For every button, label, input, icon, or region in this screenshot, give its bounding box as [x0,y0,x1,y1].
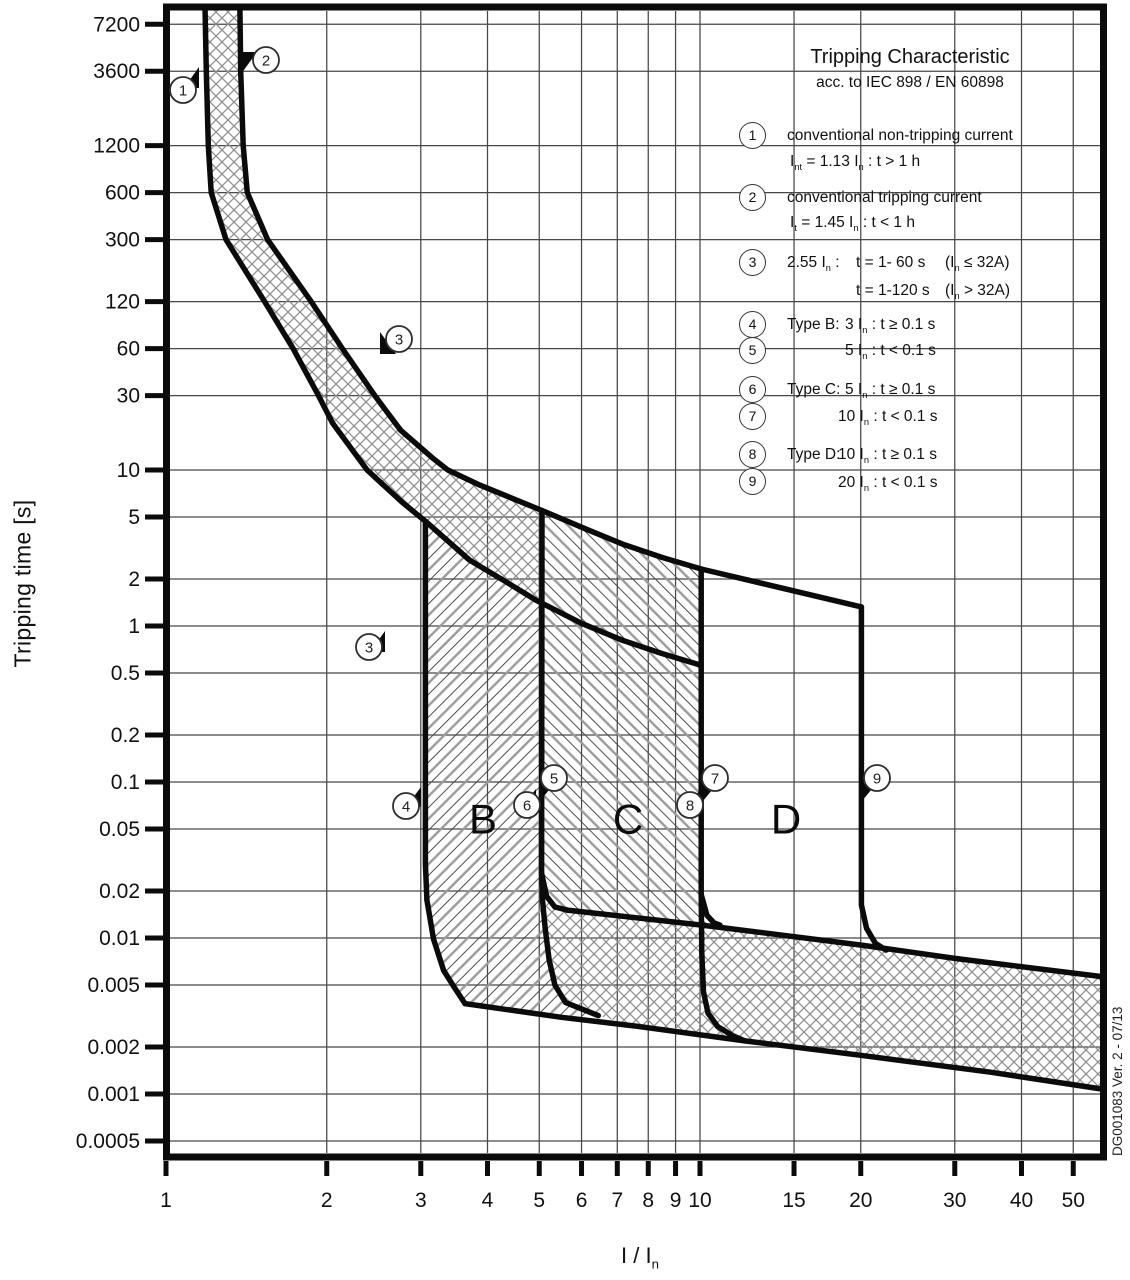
tick-label-x-8: 8 [642,1189,655,1212]
tick-label-x-6: 6 [575,1189,588,1212]
marker-number-1: 1 [178,82,188,100]
y-axis-title: Tripping time [s] [9,499,36,668]
document-version-note: DG001083 Ver. 2 - 07/13 [1110,1006,1125,1156]
tick-label-x-50: 50 [1061,1189,1085,1212]
legend-row2-formula: $I_t = 1.45$ $I_n$ : t < 1 h [790,214,915,234]
tick-label-x-4: 4 [481,1189,494,1212]
tick-label-y-2: 2 [128,568,140,592]
legend-row6-value: 5 $I_n$ : t ≥ 0.1 s [845,381,936,401]
marker-number-3: 3 [394,331,404,349]
tick-label-x-20: 20 [849,1189,873,1212]
legend-row4-type: Type B: [787,316,840,333]
legend-row1-formula: $I_{nt} = 1.13$ $I_n$ : t > 1 h [790,153,921,173]
tick-label-x-10: 10 [688,1189,712,1212]
legend-row6-type: Type C: [787,381,841,398]
tick-label-y-0.005: 0.005 [87,973,140,997]
marker-9-9 [862,765,890,801]
legend-row2-label: conventional tripping current [787,189,982,206]
tick-label-x-7: 7 [611,1189,624,1212]
curve-d-upper [701,569,861,607]
legend-row3-prefix: 2.55 $I_n$ : [787,254,840,274]
legend-row5-value: 5 $I_n$ : t < 0.1 s [845,342,936,362]
legend-num-9: 9 [739,468,766,495]
marker-number-8: 8 [685,797,695,815]
tick-label-x-3: 3 [414,1189,427,1212]
tick-label-y-300: 300 [104,228,140,252]
tick-label-y-0.01: 0.01 [99,927,140,950]
tick-label-x-15: 15 [782,1189,806,1212]
marker-number-5: 5 [549,770,559,788]
tick-label-y-60: 60 [116,337,140,361]
legend-subtitle: acc. to IEC 898 / EN 60898 [816,74,1004,91]
tick-label-y-0.001: 0.001 [87,1083,140,1106]
tick-label-y-5: 5 [128,505,140,529]
legend-num-7: 7 [739,403,766,430]
tick-label-y-0.05: 0.05 [99,817,140,841]
tick-label-y-1200: 1200 [93,134,140,158]
marker-number-6: 6 [522,797,532,815]
tick-label-y-10: 10 [116,459,140,482]
legend-num-6: 6 [739,376,766,403]
marker-3-3 [356,631,385,660]
marker-number-7: 7 [710,770,720,788]
tick-label-y-120: 120 [104,290,140,314]
tick-label-y-0.2: 0.2 [110,724,140,748]
marker-4-4 [393,787,421,819]
tick-label-y-30: 30 [116,384,140,408]
legend-row8-type: Type D: [787,446,841,463]
marker-7-7 [702,765,728,801]
tick-label-x-30: 30 [943,1189,967,1212]
tick-label-y-7200: 7200 [93,13,140,37]
tick-label-y-3600: 3600 [93,60,140,84]
tick-label-y-0.02: 0.02 [99,880,140,904]
legend-row8-value: 10 $I_n$ : t ≥ 0.1 s [838,446,937,466]
zone-label-C: C [612,795,644,843]
legend-row7-value: 10 $I_n$ : t < 0.1 s [838,408,938,428]
legend [0,0,1130,520]
legend-num-3: 3 [739,249,766,276]
tick-label-y-0.002: 0.002 [87,1036,140,1060]
tick-label-y-0.0005: 0.0005 [75,1129,140,1153]
tick-label-x-2: 2 [320,1189,333,1212]
tick-label-y-1: 1 [128,615,140,638]
legend-row4-value: 3 $I_n$ : t ≥ 0.1 s [845,316,936,336]
legend-num-2: 2 [739,184,766,211]
x-axis-title: I / $I_n$ [621,1243,659,1272]
legend-row3-condition2: $(I_n > 32A)$ [945,282,1011,302]
marker-number-2: 2 [261,52,271,70]
legend-num-8: 8 [739,441,766,468]
tick-label-y-0.1: 0.1 [110,771,140,794]
tick-label-x-5: 5 [533,1189,546,1212]
legend-row9-value: 20 $I_n$ : t < 0.1 s [838,474,938,494]
legend-row3-condition: $(I_n \le 32A)$ [945,254,1010,274]
tick-label-x-40: 40 [1009,1189,1034,1212]
zone-label-B: B [468,795,498,843]
tick-label-y-600: 600 [104,181,140,205]
zone-label-D: D [770,795,802,843]
legend-row3-value: t = 1- 60 s [856,254,926,271]
marker-number-9: 9 [872,770,882,788]
tick-label-x-9: 9 [669,1189,682,1212]
tick-label-y-0.5: 0.5 [110,661,140,685]
legend-row1-label: conventional non-tripping current [787,127,1013,144]
legend-title: Tripping Characteristic [810,46,1010,68]
tick-label-x-1: 1 [160,1189,172,1212]
legend-num-1: 1 [739,122,766,149]
marker-number-4: 4 [401,798,411,816]
marker-number-3: 3 [364,639,374,657]
legend-row3-value2: t = 1-120 s [856,282,930,299]
legend-num-4: 4 [739,311,766,338]
region-type-c [542,511,720,926]
legend-num-5: 5 [739,337,766,364]
